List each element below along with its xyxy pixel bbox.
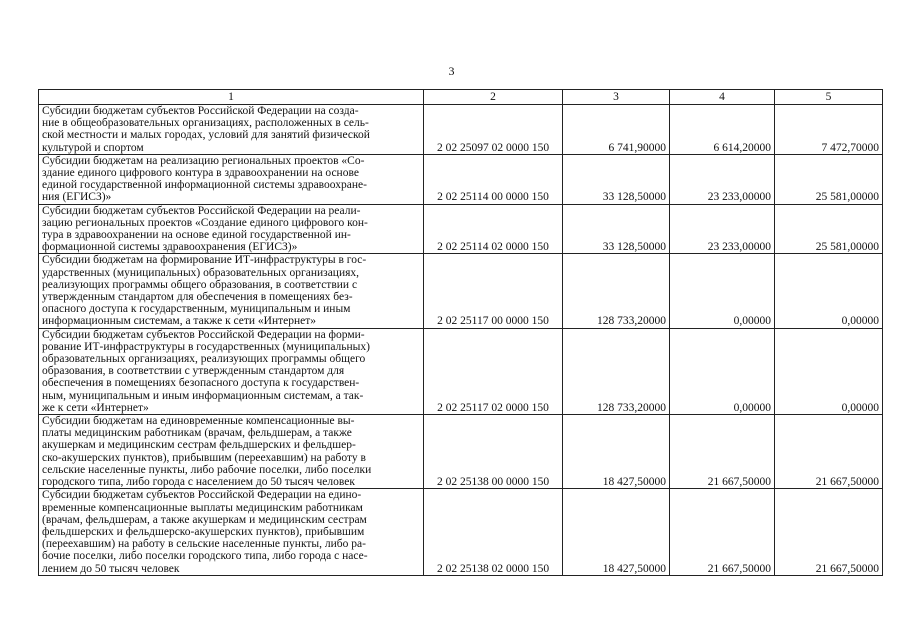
header-row bbox=[39, 90, 883, 105]
row-value-1: 128 733,20000 bbox=[563, 254, 670, 328]
header-col-5: 5 bbox=[775, 90, 883, 105]
row-value-3: 7 472,70000 bbox=[775, 105, 883, 155]
row-description: Субсидии бюджетам на формирование ИТ-инфраструктуры в гос- ударственных (муниципальных) образовательных организациях, реализующих программы общего образования, в соответствии с утвержденным стандартом для обеспечения в помещениях без- опасного доступа к государственным, муниципальным и иным информационным системам, а также к сети «Интернет» bbox=[39, 254, 424, 328]
row-value-2: 21 667,50000 bbox=[670, 489, 775, 575]
page-number: 3 bbox=[448, 64, 455, 78]
header-col-1: 1 bbox=[39, 90, 424, 105]
row-description: Субсидии бюджетам на единовременные компенсационные вы- платы медицинским работникам (врачам, фельдшерам, а также акушеркам и медицинским сестрам фельдшерских и фельдшер- ско-акушерских пунктов), прибывшим (переехавшим) на работу в сельские населенные пункты, либо рабочие поселки, либо поселки городского типа, либо города с населением до 50 тысяч человек bbox=[39, 415, 424, 489]
row-description: Субсидии бюджетам субъектов Российской Федерации на едино- временные компенсационные выплаты медицинским работникам (врачам, фельдшерам, а также акушеркам и медицинским сестрам фельдшерских и фельдшерско-акушерских пунктов), прибывшим (переехавшим) на работу в сельские населенные пункты, либо ра- бочие поселки, либо поселки городского типа, либо города с насе- лением до 50 тысяч человек bbox=[39, 489, 424, 575]
row-value-3: 21 667,50000 bbox=[775, 415, 883, 489]
table-row bbox=[39, 328, 883, 414]
row-value-1: 18 427,50000 bbox=[563, 489, 670, 575]
row-description: Субсидии бюджетам субъектов Российской Федерации на созда- ние в общеобразовательных организациях, расположенных в сель- ской местности и малых городах, условий для занятий физической культурой и спортом bbox=[39, 105, 424, 155]
row-value-3: 25 581,00000 bbox=[775, 204, 883, 254]
budget-table bbox=[38, 89, 883, 576]
row-code: 2 02 25138 02 0000 150 bbox=[424, 489, 563, 575]
table-row bbox=[39, 415, 883, 489]
row-value-2: 21 667,50000 bbox=[670, 415, 775, 489]
row-value-1: 33 128,50000 bbox=[563, 204, 670, 254]
table-row bbox=[39, 204, 883, 254]
row-value-1: 6 741,90000 bbox=[563, 105, 670, 155]
row-value-1: 128 733,20000 bbox=[563, 328, 670, 414]
row-description: Субсидии бюджетам на реализацию региональных проектов «Со- здание единого цифрового контура в здравоохранении на основе единой государственной информационной системы здравоохране- ния (ЕГИСЗ)» bbox=[39, 154, 424, 204]
row-value-2: 0,00000 bbox=[670, 328, 775, 414]
row-code: 2 02 25117 02 0000 150 bbox=[424, 328, 563, 414]
row-code: 2 02 25097 02 0000 150 bbox=[424, 105, 563, 155]
row-value-3: 0,00000 bbox=[775, 328, 883, 414]
row-code: 2 02 25114 02 0000 150 bbox=[424, 204, 563, 254]
header-col-4: 4 bbox=[670, 90, 775, 105]
row-value-2: 0,00000 bbox=[670, 254, 775, 328]
table-row bbox=[39, 489, 883, 575]
row-value-2: 23 233,00000 bbox=[670, 154, 775, 204]
row-value-3: 21 667,50000 bbox=[775, 489, 883, 575]
row-value-2: 6 614,20000 bbox=[670, 105, 775, 155]
row-code: 2 02 25117 00 0000 150 bbox=[424, 254, 563, 328]
row-value-2: 23 233,00000 bbox=[670, 204, 775, 254]
row-description: Субсидии бюджетам субъектов Российской Федерации на реали- зацию региональных проектов «Создание единого цифрового кон- тура в здравоохранении на основе единой государственной ин- формационной системы здравоохранения (ЕГИСЗ)» bbox=[39, 204, 424, 254]
row-code: 2 02 25138 00 0000 150 bbox=[424, 415, 563, 489]
row-description: Субсидии бюджетам субъектов Российской Федерации на форми- рование ИТ-инфраструктуры в государственных (муниципальных) образовательных организациях, реализующих программы общего образования, в соответствии с утвержденным стандартом для обеспечения в помещениях безопасного доступа к государствен- ным, муниципальным и иным информационным системам, а так- же к сети «Интернет» bbox=[39, 328, 424, 414]
row-value-3: 0,00000 bbox=[775, 254, 883, 328]
table-row bbox=[39, 105, 883, 155]
row-code: 2 02 25114 00 0000 150 bbox=[424, 154, 563, 204]
header-col-2: 2 bbox=[424, 90, 563, 105]
table-row bbox=[39, 154, 883, 204]
header-col-3: 3 bbox=[563, 90, 670, 105]
row-value-3: 25 581,00000 bbox=[775, 154, 883, 204]
row-value-1: 18 427,50000 bbox=[563, 415, 670, 489]
row-value-1: 33 128,50000 bbox=[563, 154, 670, 204]
table-row bbox=[39, 254, 883, 328]
